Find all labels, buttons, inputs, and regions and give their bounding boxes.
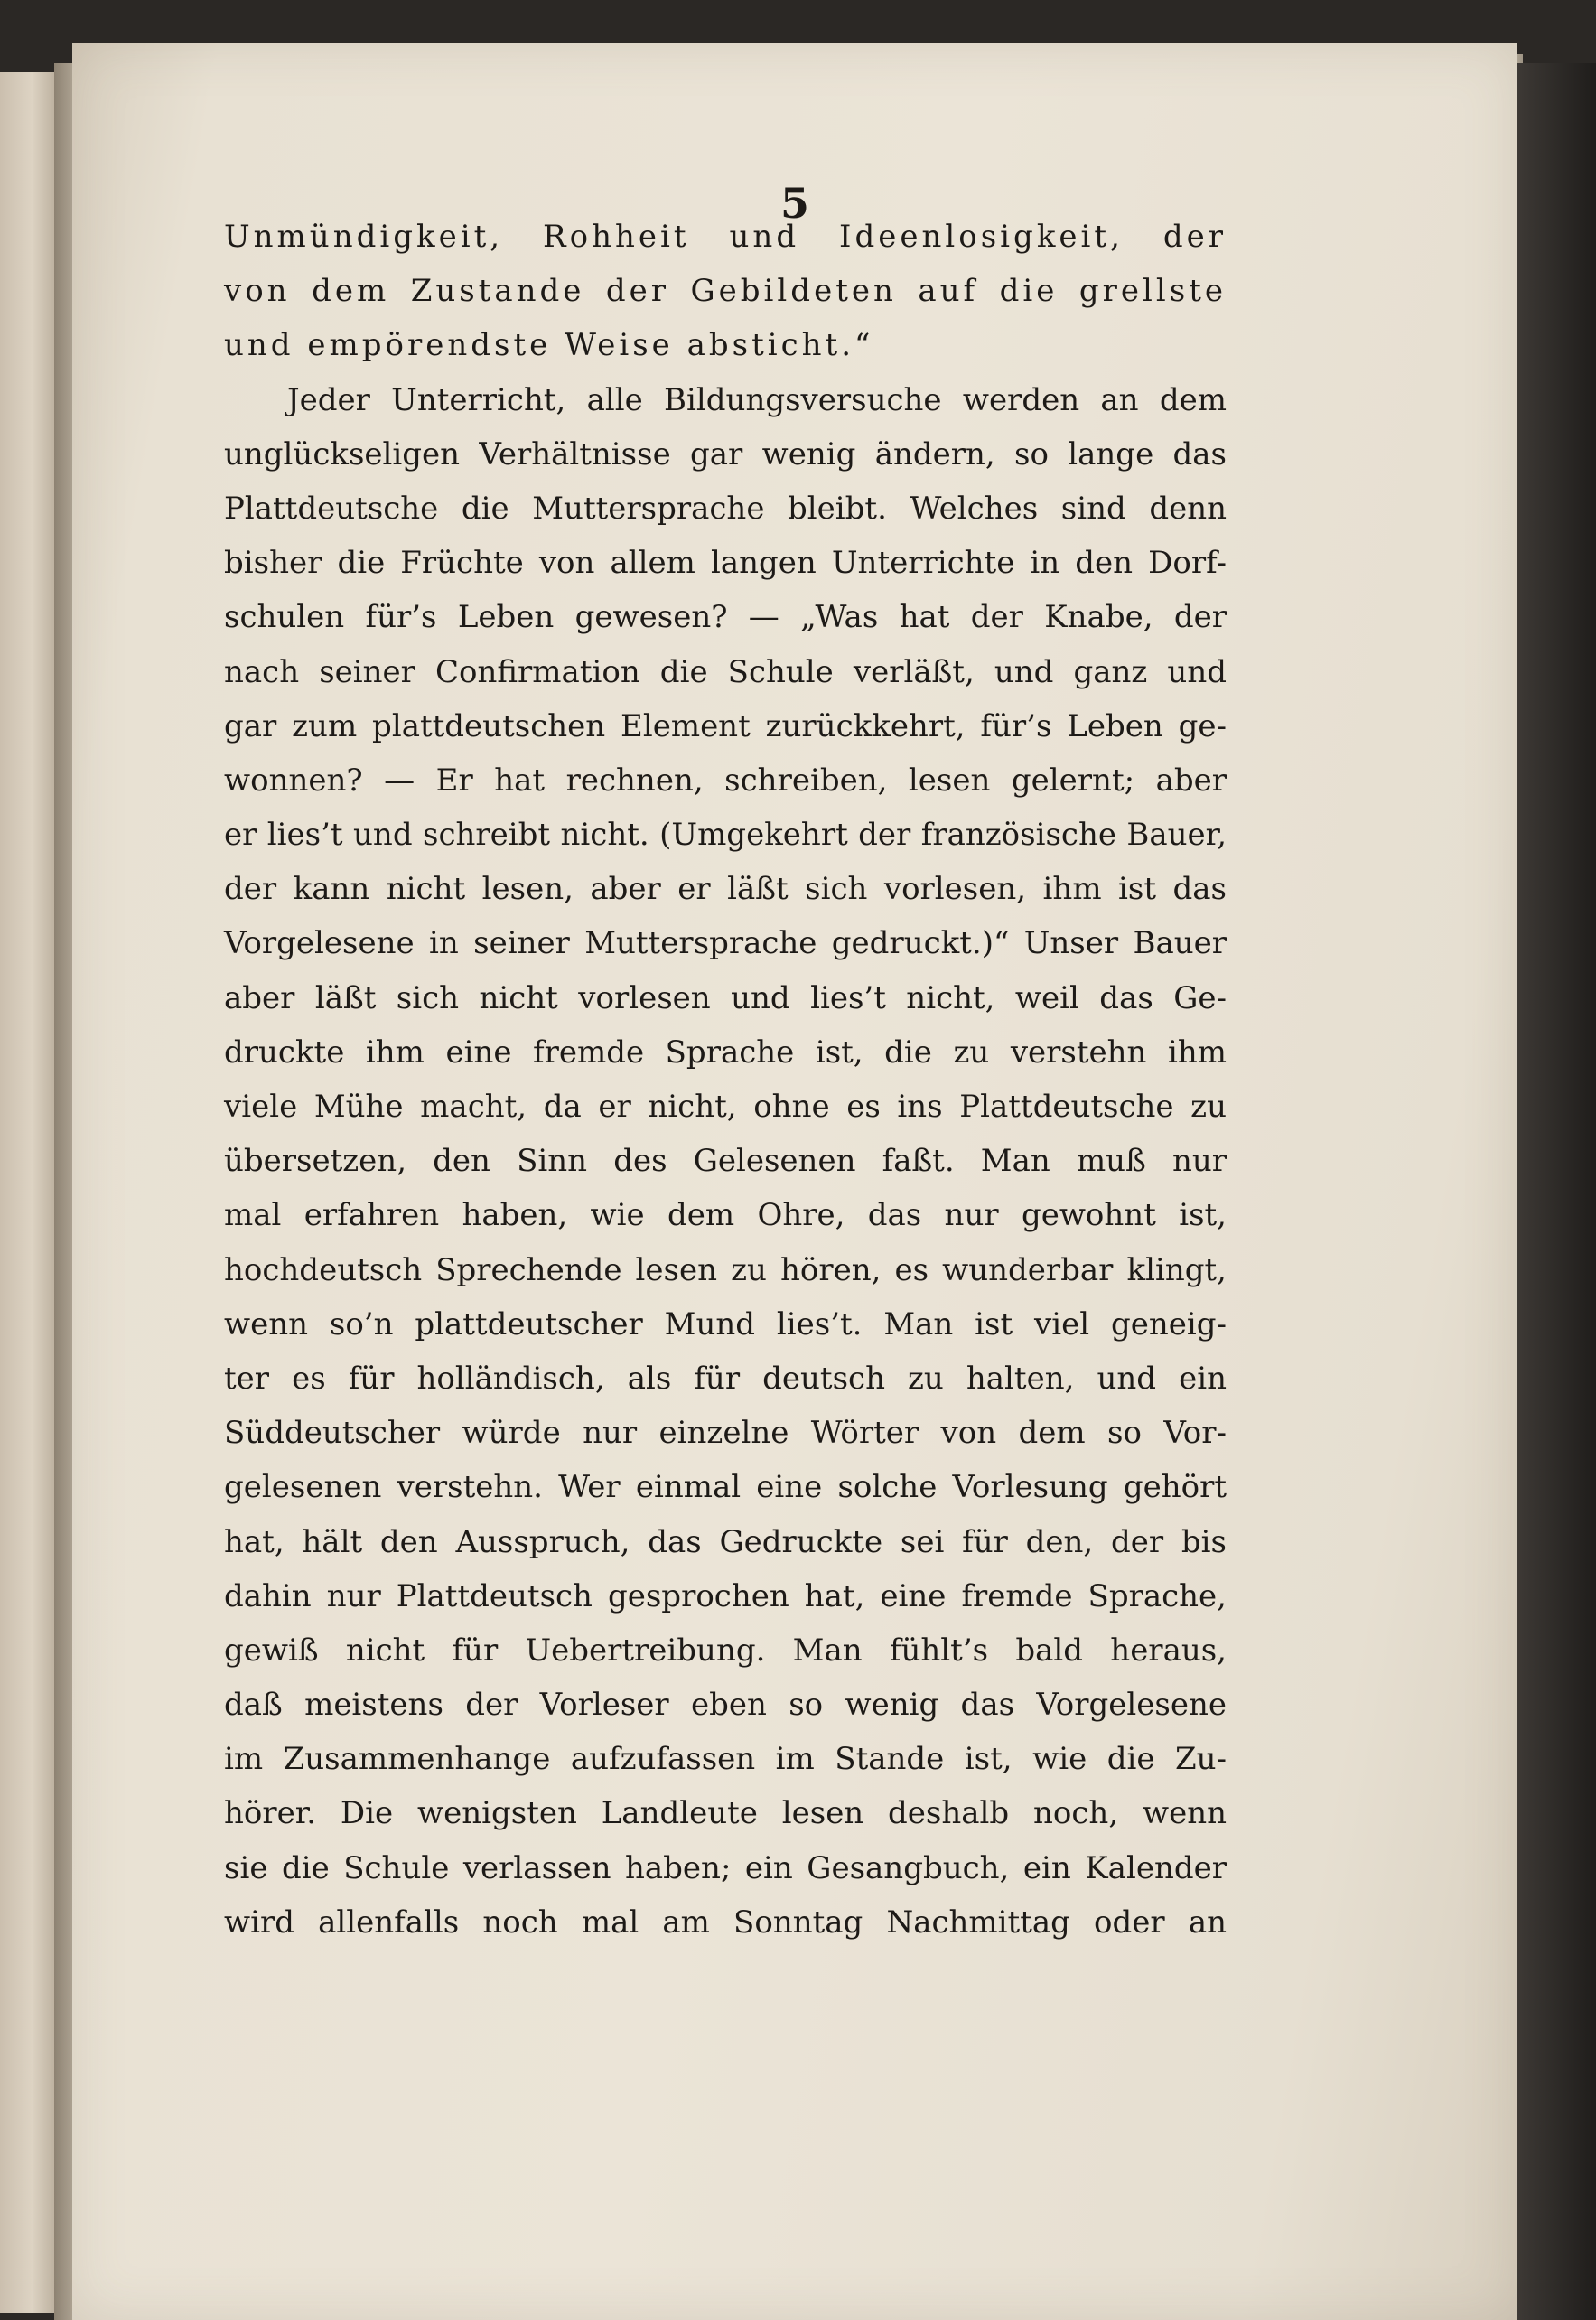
text-line: druckte ihm eine fremde Sprache ist, die zu verstehn ihm: [224, 1034, 1227, 1071]
text-line: dahin nur Plattdeutsch gesprochen hat, eine fremde Sprache,: [224, 1577, 1227, 1614]
text-line: hat, hält den Ausspruch, das Gedruckte sei für den, der bis: [224, 1523, 1227, 1560]
text-line: gar zum plattdeutschen Element zurückkehrt, für’s Leben ge-: [224, 707, 1227, 744]
page-body-text: [224, 210, 1227, 1950]
text-line: Süddeutscher würde nur einzelne Wörter von dem so Vor-: [224, 1415, 1227, 1452]
page-number: 5: [779, 179, 809, 228]
text-line: wonnen? — Er hat rechnen, schreiben, lesen gelernt; aber: [224, 762, 1227, 799]
text-line: wenn so’n plattdeutscher Mund lies’t. Man ist viel geneig-: [224, 1305, 1227, 1342]
text-line: gewiß nicht für Uebertreibung. Man fühlt’s bald heraus,: [224, 1632, 1227, 1669]
text-line: im Zusammenhange aufzufassen im Stande ist, wie die Zu-: [224, 1741, 1227, 1778]
text-line: und empörendste Weise absticht.“: [224, 327, 874, 364]
text-line: Unmündigkeit, Rohheit und Ideenlosigkeit, der: [224, 219, 1227, 255]
text-line: wird allenfalls noch mal am Sonntag Nachmittag oder an: [224, 1904, 1227, 1941]
text-line: gelesenen verstehn. Wer einmal eine solche Vorlesung gehört: [224, 1469, 1227, 1506]
text-line: ter es für holländisch, als für deutsch zu halten, und ein: [224, 1360, 1227, 1397]
text-line: Jeder Unterricht, alle Bildungsversuche werden an dem: [287, 381, 1227, 418]
text-line: nach seiner Confirmation die Schule verläßt, und ganz und: [224, 653, 1227, 690]
facing-page-edge: [0, 72, 58, 2313]
text-line: schulen für’s Leben gewesen? — „Was hat der Knabe, der: [224, 599, 1227, 636]
text-line: unglückseligen Verhältnisse gar wenig ändern, so lange das: [224, 435, 1227, 472]
text-line: viele Mühe macht, da er nicht, ohne es ins Plattdeutsche zu: [224, 1089, 1227, 1125]
text-line: mal erfahren haben, wie dem Ohre, das nur gewohnt ist,: [224, 1197, 1227, 1234]
text-line: Vorgelesene in seiner Muttersprache gedruckt.)“ Unser Bauer: [224, 925, 1227, 962]
text-line: Plattdeutsche die Muttersprache bleibt. Welches sind denn: [224, 490, 1227, 527]
text-line: sie die Schule verlassen haben; ein Gesangbuch, ein Kalender: [224, 1849, 1227, 1886]
text-line: er lies’t und schreibt nicht. (Umgekehrt der französische Bauer,: [224, 817, 1227, 854]
next-pages-edge: [1517, 63, 1596, 2320]
text-line: bisher die Früchte von allem langen Unterrichte in den Dorf-: [224, 545, 1227, 582]
text-line: von dem Zustande der Gebildeten auf die grellste: [224, 273, 1227, 310]
text-line: übersetzen, den Sinn des Gelesenen faßt. Man muß nur: [224, 1143, 1227, 1180]
text-line: der kann nicht lesen, aber er läßt sich vorlesen, ihm ist das: [224, 871, 1227, 908]
text-line: daß meistens der Vorleser eben so wenig das Vorgelesene: [224, 1687, 1227, 1724]
text-line: hörer. Die wenigsten Landleute lesen deshalb noch, wenn: [224, 1795, 1227, 1832]
text-line: aber läßt sich nicht vorlesen und lies’t nicht, weil das Ge-: [224, 979, 1227, 1016]
text-line: hochdeutsch Sprechende lesen zu hören, es wunderbar klingt,: [224, 1251, 1227, 1288]
